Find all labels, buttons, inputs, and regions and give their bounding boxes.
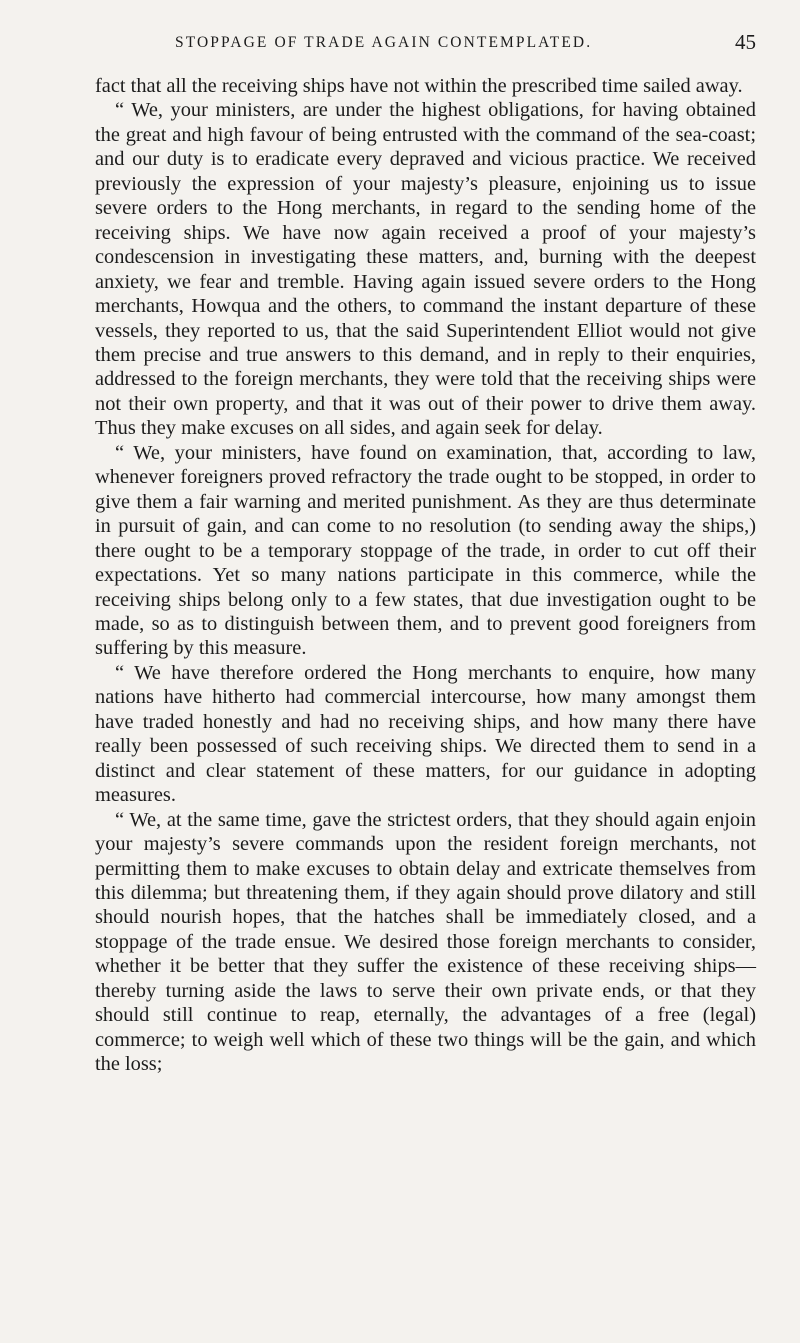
- paragraph-continuation: fact that all the receiving ships have not within the prescribed time sailed away.: [95, 75, 743, 97]
- page-number: 45: [735, 30, 756, 54]
- running-head: [95, 30, 756, 56]
- paragraph: “ We, at the same time, gave the strictest orders, that they should again enjoin your majesty’s severe commands upon the resident foreign merchants, not permitting them to make excuses to obtain delay and extricate themselves from this dilemma; but threatening them, if they again should prove dilatory and still should nourish hopes, that the hatches shall be immediately closed, and a stoppage of the trade ensue. We desired those foreign merchants to consider, whether it be better that they suffer the existence of these receiving ships—thereby turning aside the laws to serve their own private ends, or that they should still continue to reap, eternally, the advantages of a free (legal) commerce; to weigh well which of these two things will be the gain, and which the loss;: [95, 808, 756, 1076]
- paragraph: “ We, your ministers, are under the highest obligations, for having obtained the great and high favour of being entrusted with the command of the sea-coast; and our duty is to eradicate every depraved and vicious practice. We received previously the expression of your majesty’s pleasure, enjoining us to issue severe orders to the Hong merchants, in regard to the sending home of the receiving ships. We have now again received a proof of your majesty’s condescension in investigating these matters, and, burning with the deepest anxiety, we fear and tremble. Having again issued severe orders to the Hong merchants, Howqua and the others, to command the instant departure of these vessels, they reported to us, that the said Superintendent Elliot would not give them precise and true answers to this demand, and in reply to their enquiries, addressed to the foreign merchants, they were told that the receiving ships were not their own property, and that it was out of their power to drive them away. Thus they make excuses on all sides, and again seek for delay.: [95, 99, 756, 440]
- paragraph: “ We, your ministers, have found on examination, that, according to law, whenever foreigners proved refractory the trade ought to be stopped, in order to give them a fair warning and merited punishment. As they are thus determinate in pursuit of gain, and can come to no resolution (to sending away the ships,) there ought to be a temporary stoppage of the trade, in order to cut off their expectations. Yet so many nations participate in this commerce, while the receiving ships belong only to a few states, that due investigation ought to be made, so as to distinguish between them, and to prevent good foreigners from suffering by this measure.: [95, 441, 756, 660]
- running-title: STOPPAGE OF TRADE AGAIN CONTEMPLATED.: [175, 34, 593, 51]
- body-text: [95, 74, 756, 1077]
- paragraph: “ We have therefore ordered the Hong merchants to enquire, how many nations have hitherto had commercial intercourse, how many amongst them have traded honestly and had no receiving ships, and how many there have really been possessed of such receiving ships. We directed them to send in a distinct and clear statement of these matters, for our guidance in adopting measures.: [95, 661, 756, 807]
